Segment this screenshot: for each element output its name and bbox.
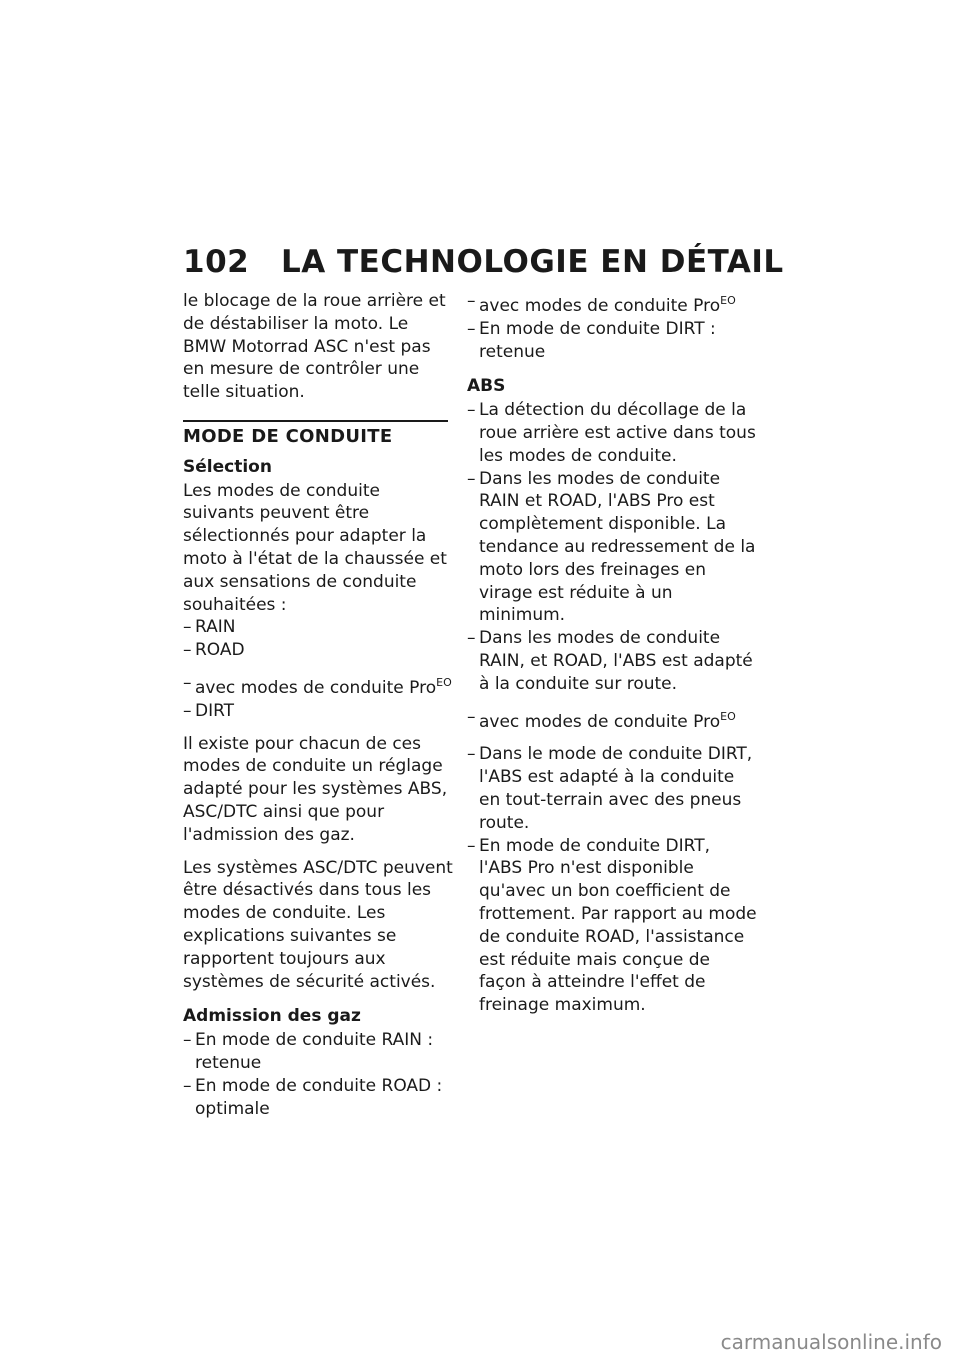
modes-list <box>183 616 455 662</box>
admission-list <box>183 1029 455 1120</box>
paragraph: Les systèmes ASC/DTC peuvent être désactivés dans tous les modes de conduite. Les explications suivantes se rapportent toujours aux systèmes de sécurité activés. <box>183 857 453 992</box>
list-item: – ROAD <box>183 639 455 662</box>
left-column <box>183 290 455 1120</box>
selection-heading: Sélection <box>183 456 272 477</box>
paragraph: Il existe pour chacun de ces modes de conduite un réglage adapté pour les systèmes ABS, ASC/DTC ainsi que pour l'admission des gaz. <box>183 733 448 845</box>
equipment-superscript: EO <box>720 709 736 723</box>
list-item: – DIRT <box>183 700 455 723</box>
list-item: – La détection du décollage de la roue arrière est active dans tous les modes de conduite. <box>467 399 757 467</box>
list-item: – Dans les modes de conduite RAIN, et ROAD, l'ABS est adapté à la conduite sur route. <box>467 627 757 695</box>
page-number: 102 <box>183 244 250 280</box>
intro-paragraph: le blocage de la roue arrière et de déstabiliser la moto. Le BMW Motorrad ASC n'est pas en mesure de contrôler une telle situation. <box>183 291 446 403</box>
list-item: – Dans les modes de conduite RAIN et ROAD, l'ABS Pro est complètement disponible. La tendance au redressement de la moto lors des freinages en virage est réduite à un minimum. <box>467 468 757 628</box>
abs-list <box>467 399 757 695</box>
list-item: – RAIN <box>183 616 455 639</box>
list-item: – avec modes de conduite Pro$^{EO}$ <box>467 290 757 318</box>
list-item: – avec modes de conduite Pro$^{EO}$ <box>467 706 757 734</box>
list-item: – En mode de conduite ROAD : optimale <box>183 1075 455 1121</box>
selection-text: Les modes de conduite suivants peuvent être sélectionnés pour adapter la moto à l'état de la chaussée et aux sensations de conduite souhaitées : <box>183 480 447 615</box>
list-item: – En mode de conduite DIRT, l'ABS Pro n'est disponible qu'avec un bon coefficient de frottement. Par rapport au mode de conduite ROAD, l'assistance est réduite mais conçue de façon à atteindre l'effet de freinage maximum. <box>467 835 757 1017</box>
page-header <box>183 244 784 280</box>
section-title: MODE DE CONDUITE <box>183 420 448 449</box>
chapter-title: LA TECHNOLOGIE EN DÉTAIL <box>281 244 784 280</box>
list-item: – En mode de conduite DIRT : retenue <box>467 318 757 364</box>
admission-heading: Admission des gaz <box>183 1006 361 1027</box>
list-item: – avec modes de conduite Pro$^{EO}$ <box>183 672 455 700</box>
pro-modes-list <box>467 706 757 734</box>
abs-heading: ABS <box>467 376 506 397</box>
equipment-superscript: EO <box>436 675 452 689</box>
pro-modes-list <box>183 672 455 723</box>
pro-modes-list <box>467 290 757 363</box>
list-item: – Dans le mode de conduite DIRT, l'ABS est adapté à la conduite en tout-terrain avec des pneus route. <box>467 743 757 834</box>
right-column <box>467 290 757 1017</box>
list-item: – En mode de conduite RAIN : retenue <box>183 1029 455 1075</box>
watermark: carmanualsonline.info <box>720 1330 942 1354</box>
equipment-superscript: EO <box>720 294 736 307</box>
abs-dirt-list <box>467 743 757 1017</box>
